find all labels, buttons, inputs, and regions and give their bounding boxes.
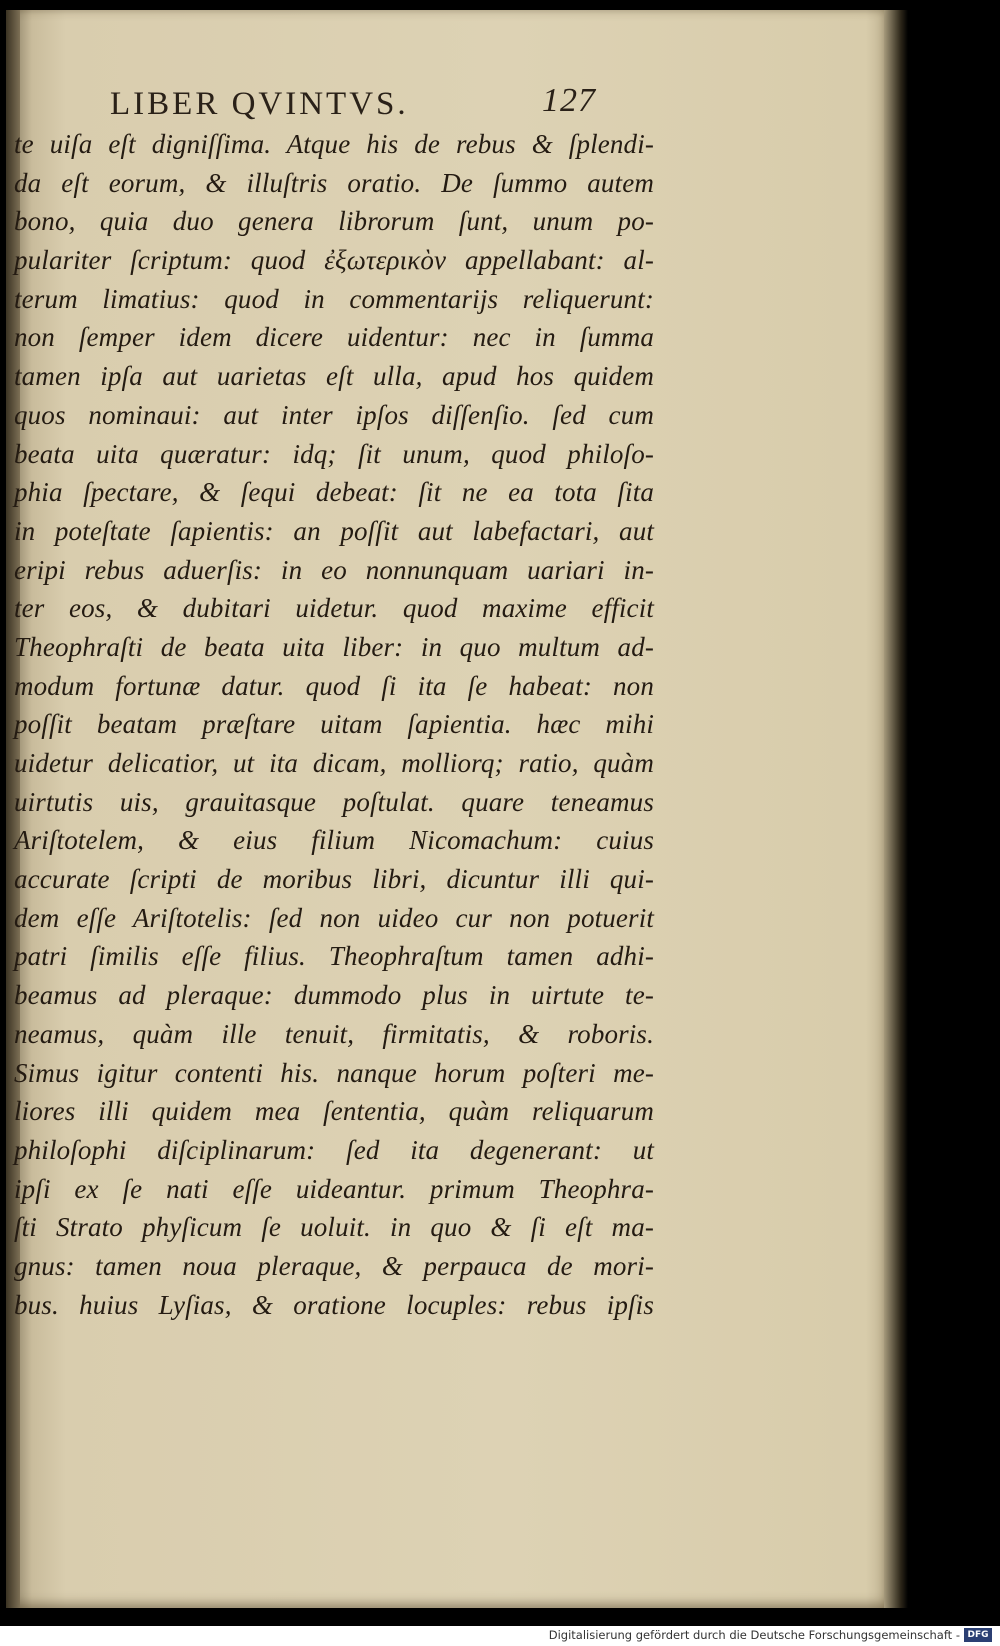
text-line: bus. huius Lyſias, & oratione locuples: rebus ipſis: [14, 1289, 654, 1320]
text-line: ipſi ex ſe nati eſſe uideantur. primum Theophra-: [14, 1173, 654, 1204]
text-line: pulariter ſcriptum: quod ἐξωτερικὸν appellabant: al-: [14, 245, 654, 276]
text-line: quos nominaui: aut inter ipſos diſſenſio. ſed cum: [14, 399, 654, 430]
text-line: non ſemper idem dicere uidentur: nec in ſumma: [14, 322, 654, 353]
text-line: Ariſtotelem, & eius filium Nicomachum: cuius: [14, 825, 654, 856]
text-line: da eſt eorum, & illuſtris oratio. De ſummo autem: [14, 167, 654, 198]
text-line: beata uita quæratur: idq; ſit unum, quod philoſo-: [14, 438, 654, 469]
text-line: modum fortunæ datur. quod ſi ita ſe habeat: non: [14, 670, 654, 701]
text-line: accurate ſcripti de moribus libri, dicuntur illi qui-: [14, 864, 654, 895]
page-number: 127: [542, 82, 596, 119]
text-line: patri ſimilis eſſe filius. Theophraſtum tamen adhi-: [14, 941, 654, 972]
text-line: neamus, quàm ille tenuit, firmitatis, & roboris.: [14, 1018, 654, 1049]
text-line: tamen ipſa aut uarietas eſt ulla, apud hos quidem: [14, 361, 654, 392]
text-line: terum limatius: quod in commentarijs reliquerunt:: [14, 283, 654, 314]
digitization-footer: [0, 1626, 1000, 1646]
text-line: ter eos, & dubitari uidetur. quod maxime efficit: [14, 593, 654, 624]
text-line: uidetur delicatior, ut ita dicam, molliorq; ratio, quàm: [14, 748, 654, 778]
text-line: beamus ad pleraque: dummodo plus in uirtute te-: [14, 980, 654, 1011]
page-header: [110, 82, 630, 126]
text-line: ſti Strato phyſicum ſe uoluit. in quo & ſi eſt ma-: [14, 1212, 654, 1243]
dfg-logo: DFG: [964, 1628, 992, 1642]
text-line: poſſit beatam præſtare uitam ſapientia. hæc mihi: [14, 709, 654, 740]
text-line: Theophraſti de beata uita liber: in quo multum ad-: [14, 631, 654, 662]
text-line: phia ſpectare, & ſequi debeat: ſit ne ea tota ſita: [14, 477, 654, 508]
text-line: in poteſtate ſapientis: an poſſit aut labefactari, aut: [14, 515, 654, 546]
text-line: dem eſſe Ariſtotelis: ſed non uideo cur non potuerit: [14, 902, 654, 933]
text-line: philoſophi diſciplinarum: ſed ita degenerant: ut: [14, 1134, 654, 1165]
text-line: Simus igitur contenti his. nanque horum poſteri me-: [14, 1057, 654, 1088]
text-line: uirtutis uis, grauitasque poſtulat. quare teneamus: [14, 786, 654, 817]
text-line: eripi rebus aduerſis: in eo nonnunquam uariari in-: [14, 554, 654, 585]
text-line: bono, quia duo genera librorum ſunt, unum po-: [14, 206, 654, 237]
text-line: gnus: tamen noua pleraque, & perpauca de mori-: [14, 1250, 654, 1281]
text-line: liores illi quidem mea ſententia, quàm reliquarum: [14, 1096, 654, 1127]
funding-credit: Digitalisierung gefördert durch die Deutsche Forschungsgemeinschaft -: [548, 1628, 960, 1642]
body-text: [14, 125, 654, 1324]
page-edge-shadow: [884, 10, 908, 1608]
running-head: LIBER QVINTVS.: [110, 86, 409, 122]
text-line: te uiſa eſt digniſſima. Atque his de rebus & ſplendi-: [14, 129, 654, 159]
